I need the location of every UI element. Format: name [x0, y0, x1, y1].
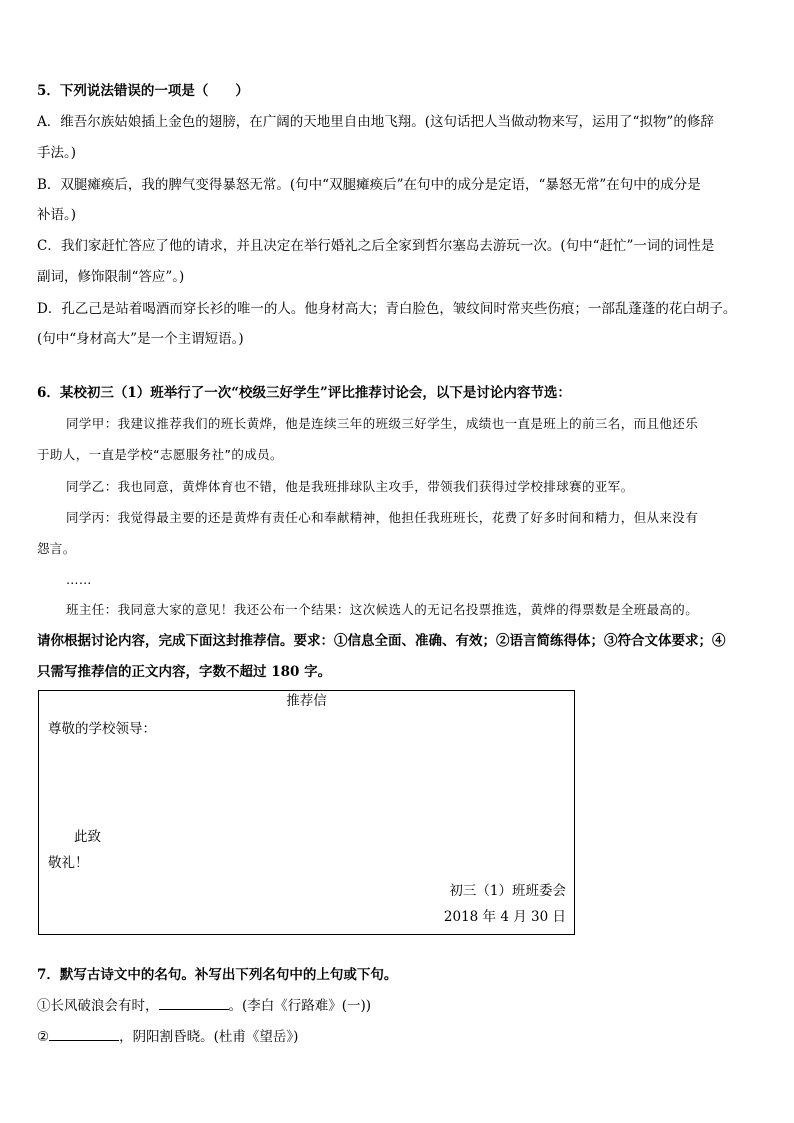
- q6-teacher: 班主任：我同意大家的意见！我还公布一个结果：这次候选人的无记名投票推选，黄烨的得票数是全班最高的。: [66, 602, 699, 617]
- q7-item-1: [37, 998, 371, 1014]
- q7-stem: 7．默写古诗文中的名句。补写出下列名句中的上句或下句。: [37, 967, 398, 983]
- q5-option-b-line1: B．双腿瘫痪后，我的脾气变得暴怒无常。(句中“双腿瘫痪后”在句中的成分是定语，“暴怒无常”在句中的成分是: [37, 177, 701, 193]
- q5-stem: 5．下列说法错误的一项是（ ）: [37, 83, 249, 99]
- q7-item-2-before: ②: [37, 1029, 50, 1045]
- q5-option-d-line2: (句中“身材高大”是一个主谓短语。): [37, 331, 244, 347]
- q5-option-c-line2: 副词，修饰限制“答应”。): [37, 269, 185, 285]
- q7-item-2-blank[interactable]: [49, 1029, 119, 1041]
- recommendation-letter-box[interactable]: [38, 690, 575, 935]
- q6-requirement-line1: 请你根据讨论内容，完成下面这封推荐信。要求：①信息全面、准确、有效；②语言简练得体；③符合文体要求；④: [37, 633, 726, 649]
- q5-option-a-line2: 手法。): [37, 145, 77, 161]
- q7-item-2: [37, 1029, 298, 1045]
- q5-option-b-line2: 补语。): [37, 207, 77, 223]
- letter-closing-1: 此致: [74, 829, 101, 845]
- q6-student-b: 同学乙：我也同意，黄烨体育也不错，他是我班排球队主攻手，带领我们获得过学校排球赛的亚军。: [66, 479, 634, 494]
- q6-student-c-line2: 怨言。: [37, 541, 76, 556]
- q5-option-c-line1: C．我们家赶忙答应了他的请求，并且决定在举行婚礼之后全家到哲尔塞岛去游玩一次。(句中“赶忙”一词的词性是: [37, 238, 715, 254]
- q6-student-a-line2: 于助人，一直是学校“志愿服务社”的成员。: [37, 447, 283, 462]
- q7-item-2-after: ，阴阳割昏晓。(杜甫《望岳》): [119, 1029, 299, 1045]
- q7-item-1-after: 。(李白《行路难》(一)): [228, 998, 372, 1014]
- q6-ellipsis: ……: [66, 572, 92, 587]
- letter-sender: 初三（1）班班委会: [449, 883, 566, 899]
- letter-greeting: 尊敬的学校领导：: [48, 721, 156, 737]
- q6-student-c-line1: 同学丙：我觉得最主要的还是黄烨有责任心和奉献精神，他担任我班班长，花费了好多时间和精力，但从来没有: [66, 510, 699, 525]
- q6-student-a-line1: 同学甲：我建议推荐我们的班长黄烨，他是连续三年的班级三好学生，成绩也一直是班上的前三名，而且他还乐: [66, 416, 699, 431]
- q6-stem: 6．某校初三（1）班举行了一次“校级三好学生”评比推荐讨论会，以下是讨论内容节选：: [37, 385, 571, 401]
- q7-item-1-before: ①长风破浪会有时，: [37, 998, 159, 1014]
- letter-date: 2018 年 4 月 30 日: [443, 909, 566, 925]
- q5-option-a-line1: A．维吾尔族姑娘插上金色的翅膀，在广阔的天地里自由地飞翔。(这句话把人当做动物来写，运用了“拟物”的修辞: [37, 114, 714, 130]
- q5-option-d-line1: D．孔乙己是站着喝酒而穿长衫的唯一的人。他身材高大；青白脸色，皱纹间时常夹些伤痕；一部乱蓬蓬的花白胡子。: [37, 301, 737, 317]
- q7-item-1-blank[interactable]: [159, 998, 229, 1010]
- letter-closing-2: 敬礼！: [48, 855, 89, 871]
- q6-requirement-line2: 只需写推荐信的正文内容，字数不超过 180 字。: [37, 664, 332, 680]
- letter-title: 推荐信: [286, 693, 327, 709]
